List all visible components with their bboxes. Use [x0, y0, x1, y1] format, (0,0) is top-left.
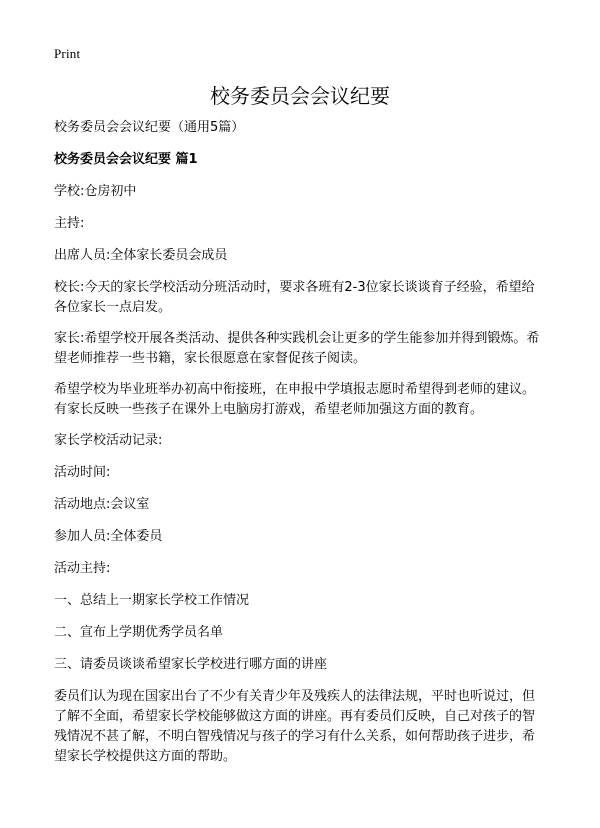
agenda-item-2: 二、宣布上学期优秀学员名单: [54, 625, 224, 640]
activity-record-line: 家长学校活动记录:: [54, 433, 163, 448]
agenda-item-3: 三、请委员谈谈希望家长学校进行哪方面的讲座: [54, 657, 328, 672]
document-body: [54, 118, 546, 778]
agenda-item-1: 一、总结上一期家长学校工作情况: [54, 593, 250, 608]
principal-paragraph: 校长:今天的家长学校活动分班活动时，要求各班有2-3位家长谈谈育子经验，希望给各位家长一点启发。: [54, 280, 535, 315]
activity-host-line: 活动主持:: [54, 561, 111, 576]
activity-time-line: 活动时间:: [54, 465, 111, 480]
parent-paragraph: 家长:希望学校开展各类活动、提供各种实践机会让更多的学生能参加并得到锻炼。希望老师推荐一些书籍，家长很愿意在家督促孩子阅读。: [54, 331, 540, 366]
activity-location-line: 活动地点:会议室: [54, 497, 150, 512]
participants-line: 参加人员:全体委员: [54, 529, 163, 544]
host-line: 主持:: [54, 216, 85, 231]
document-title: 校务委员会会议纪要: [210, 84, 390, 108]
section-heading: 校务委员会会议纪要 篇1: [54, 152, 198, 167]
graduation-paragraph: 希望学校为毕业班举办初高中衔接班，在申报中学填报志愿时希望得到老师的建议。有家长反映一些孩子在课外上电脑房打游戏，希望老师加强这方面的教育。: [54, 382, 536, 417]
attendees-line: 出席人员:全体家长委员会成员: [54, 248, 228, 263]
print-label: Print: [54, 46, 81, 61]
committee-paragraph: 委员们认为现在国家出台了不少有关青少年及残疾人的法律法规，平时也听说过，但了解不全面，希望家长学校能够做这方面的讲座。再有委员们反映，自己对孩子的智残情况不甚了解，不明白智残情况与孩子的学习有什么关系，如何帮助孩子进步，希望家长学校提供这方面的帮助。: [54, 689, 536, 764]
subtitle-paragraph: 校务委员会会议纪要（通用5篇）: [54, 120, 245, 135]
school-line: 学校:仓房初中: [54, 184, 137, 199]
